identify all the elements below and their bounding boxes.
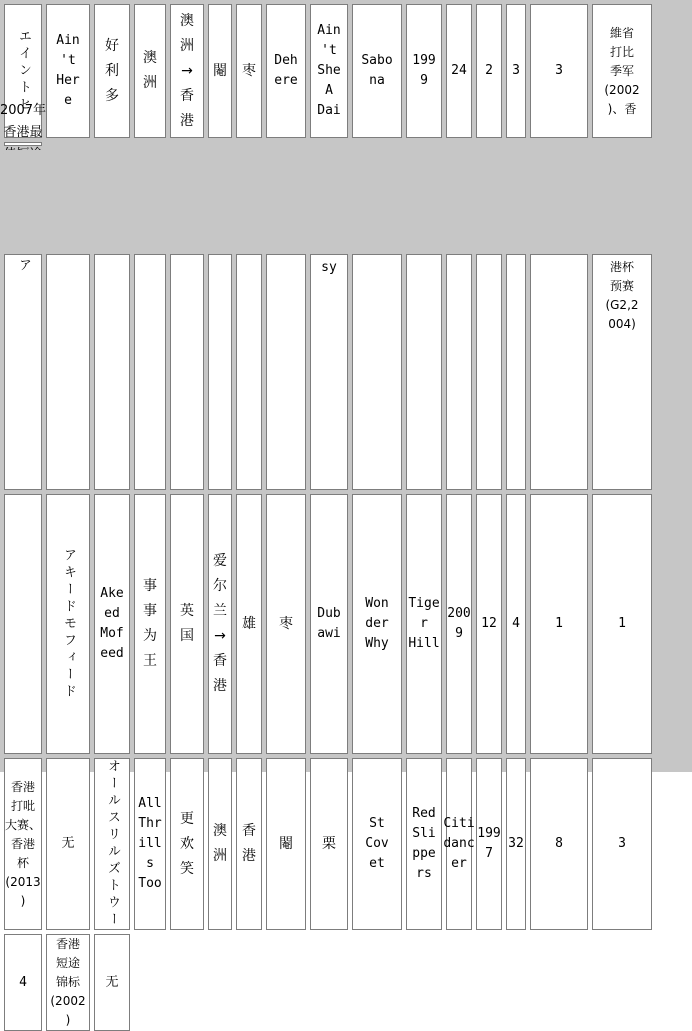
cell-origin	[134, 254, 166, 490]
cell-name-en	[134, 758, 166, 930]
cell-dam-sire	[352, 4, 402, 138]
cell-year	[446, 494, 472, 754]
cell-starts	[506, 758, 526, 930]
cell-origin	[134, 4, 166, 138]
cell-text: Ain 't She A Dai	[317, 23, 341, 118]
cell-major-wins	[592, 254, 652, 490]
cell-dam-sire	[352, 254, 402, 490]
cell-honours	[4, 494, 42, 754]
cell-wins	[530, 758, 588, 930]
cell-text: 8	[555, 836, 563, 851]
cell-sex	[208, 4, 232, 138]
cell-sex	[208, 254, 232, 490]
cell-text: Citi danc er	[443, 816, 475, 871]
cell-sire	[266, 4, 306, 138]
cell-text: 199 7	[477, 826, 501, 861]
cell-origin	[170, 494, 204, 754]
cell-third	[4, 934, 42, 1031]
cell-wins	[476, 4, 502, 138]
cell-text: 英 国	[180, 603, 194, 644]
cell-text: Deh ere	[274, 53, 298, 88]
cell-color	[236, 4, 262, 138]
cell-starts	[446, 254, 472, 490]
cell-name-cn	[170, 758, 204, 930]
cell-text: Won der Why	[365, 596, 389, 651]
cell-dam-sire	[406, 494, 442, 754]
cell-name-ja	[4, 254, 42, 490]
cell-text: Ain 't Her e	[56, 33, 80, 108]
cell-dam	[310, 4, 348, 138]
cell-second	[506, 254, 526, 490]
cell-honours	[94, 934, 130, 1031]
cell-text: St Cov et	[365, 816, 389, 871]
cell-text: 香 港	[242, 823, 256, 864]
cell-text: 3	[555, 63, 563, 78]
cell-text: 好 利 多	[105, 37, 119, 104]
cell-dam	[352, 494, 402, 754]
cell-text: オールスリルズトウー	[105, 759, 120, 929]
cell-name-cn	[94, 254, 130, 490]
cell-origin	[208, 758, 232, 930]
cell-text: 港杯 预赛 (G2,2 004)	[605, 260, 639, 331]
cell-text: Red Sli ppe rs	[412, 806, 436, 881]
cell-text: sy	[321, 260, 337, 275]
cell-text: 1	[618, 616, 626, 631]
cell-text: 香港 打吡 大赛、 香港 杯 (2013 )	[5, 779, 42, 908]
cell-name-en	[46, 254, 90, 490]
cell-major-wins	[592, 4, 652, 138]
cell-color	[266, 494, 306, 754]
cell-sex	[236, 494, 262, 754]
cell-starts	[476, 494, 502, 754]
cell-sire	[266, 254, 306, 490]
cell-text: 1	[555, 616, 563, 631]
cell-major-wins	[46, 934, 90, 1031]
cell-sire	[352, 758, 402, 930]
cell-text: 枣	[279, 615, 293, 632]
cell-text: Ake ed Mof eed	[100, 586, 124, 661]
cell-import	[170, 254, 204, 490]
cell-text: ア	[16, 258, 31, 275]
cell-text: 3	[618, 836, 626, 851]
cell-text: 維省 打比 季军 (2002 )、香	[604, 25, 640, 116]
cell-text: 更 欢 笑	[180, 810, 194, 877]
cell-major-wins	[4, 758, 42, 930]
cell-text: 199 9	[412, 53, 436, 88]
cell-text: エイントヒ	[16, 28, 31, 114]
cell-starts	[446, 4, 472, 138]
cell-second	[592, 758, 652, 930]
cell-name-cn	[134, 494, 166, 754]
cell-sex	[266, 758, 306, 930]
cell-text: 2007年 香港最	[0, 103, 47, 140]
cell-text: Tige r Hill	[408, 596, 440, 651]
cell-text: 澳 洲	[143, 50, 157, 91]
row-separator	[4, 150, 652, 250]
cell-text: 事 事 为 王	[143, 578, 157, 669]
cell-text: 栗	[322, 835, 336, 852]
cell-text: 香港 短途 锦标 (2002 )	[50, 937, 86, 1027]
cell-dam	[406, 758, 442, 930]
cell-third	[530, 254, 588, 490]
cell-text: 4	[19, 974, 27, 990]
cell-text: 4	[512, 616, 520, 631]
cell-text: 爱 尔 兰 → 香 港	[213, 553, 227, 694]
cell-dam-sire	[443, 758, 475, 930]
cell-text: 澳 洲 → 香 港	[180, 12, 194, 129]
cell-second	[506, 4, 526, 138]
cell-text: 200 9	[447, 606, 471, 641]
cell-text: 2	[485, 63, 493, 78]
cell-text: アキードモフィード	[61, 547, 76, 701]
cell-year	[406, 254, 442, 490]
cell-text: 枣	[242, 62, 256, 79]
cell-dam	[310, 254, 348, 490]
cell-import	[208, 494, 232, 754]
cell-third	[530, 4, 588, 138]
cell-text: 閹	[279, 835, 293, 852]
cell-name-en	[46, 4, 90, 138]
cell-text: 3	[512, 63, 520, 78]
cell-text: 雄	[242, 615, 256, 632]
cell-wins	[476, 254, 502, 490]
cell-name-cn	[94, 4, 130, 138]
cell-text: 澳 洲	[213, 823, 227, 864]
cell-name-en	[94, 494, 130, 754]
cell-text: 24	[451, 63, 467, 78]
cell-color	[236, 254, 262, 490]
cell-honours	[46, 758, 90, 930]
cell-second	[530, 494, 588, 754]
cell-text: Sabo na	[361, 53, 393, 88]
cell-name-ja	[46, 494, 90, 754]
cell-text: 无	[105, 974, 119, 990]
cell-year	[476, 758, 502, 930]
cell-sire	[310, 494, 348, 754]
cell-year	[406, 4, 442, 138]
cell-color	[310, 758, 348, 930]
cell-text: 无	[61, 836, 75, 851]
cell-honours	[0, 103, 47, 146]
cell-text: 12	[481, 616, 497, 631]
cell-import	[236, 758, 262, 930]
cell-text: Dub awi	[317, 606, 341, 641]
cell-import	[170, 4, 204, 138]
cell-text: 閹	[213, 62, 227, 79]
cell-name-ja	[94, 758, 130, 930]
cell-text: 32	[508, 836, 524, 851]
cell-wins	[506, 494, 526, 754]
cell-third	[592, 494, 652, 754]
cell-text: All Thr ill s Too	[138, 796, 162, 891]
